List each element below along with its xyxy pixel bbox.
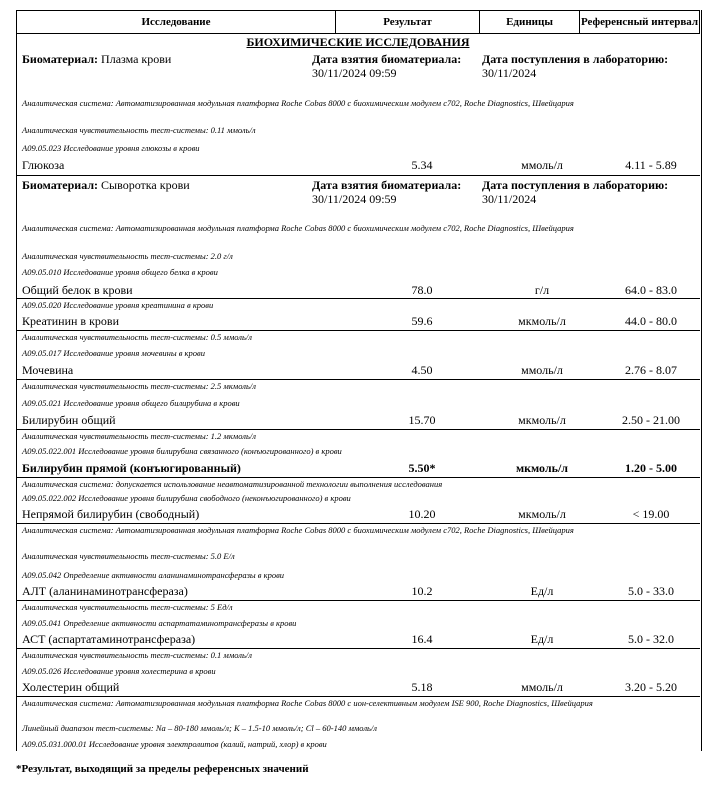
received-label: Дата поступления в лабораторию: <box>482 178 669 192</box>
header-reference: Референсный интервал <box>580 16 699 28</box>
header-test: Исследование <box>17 11 336 33</box>
test-value: 78.0 <box>411 283 433 297</box>
result-row-indirect-bilirubin <box>16 507 700 523</box>
result-row-creatinine <box>16 314 700 330</box>
test-reference: 1.20 - 5.00 <box>625 461 677 475</box>
test-value: 16.4 <box>411 632 433 646</box>
test-name: Билирубин общий <box>22 413 116 427</box>
section-title: БИОХИМИЧЕСКИЕ ИССЛЕДОВАНИЯ <box>246 35 470 49</box>
test-reference: 44.0 - 80.0 <box>625 314 677 328</box>
test-reference: 2.50 - 21.00 <box>622 413 680 427</box>
biomaterial-value: Сыворотка крови <box>101 178 190 192</box>
test-unit: ммоль/л <box>521 680 563 694</box>
test-unit: Ед/л <box>530 632 554 646</box>
analytic-note: Аналитическая система: Автоматизированная модульная платформа Roche Cobas 8000 с ион-селективным модулем ISE 900, Roche Diagnostics, Швейцария <box>22 698 593 708</box>
footnote: *Результат, выходящий за пределы референсных значений <box>16 763 309 775</box>
analytic-note: A09.05.022.002 Исследование уровня билирубина свободного (неконъюгированного) в крови <box>22 493 351 503</box>
test-name: Билирубин прямой (конъюгированный) <box>22 461 241 475</box>
test-name: Холестерин общий <box>22 680 120 694</box>
analytic-note: A09.05.020 Исследование уровня креатинина в крови <box>22 300 214 310</box>
collected-date: 30/11/2024 09:59 <box>312 192 397 206</box>
test-value: 15.70 <box>408 413 436 427</box>
analytic-note: Аналитическая чувствительность тест-системы: 5.0 Е/л <box>22 551 235 561</box>
test-value: 5.18 <box>411 680 433 694</box>
test-value: 10.20 <box>408 507 436 521</box>
test-unit: мкмоль/л <box>518 413 566 427</box>
result-row-alt <box>16 584 700 600</box>
test-value: 59.6 <box>411 314 433 328</box>
test-name: Общий белок в крови <box>22 283 133 297</box>
test-unit: мкмоль/л <box>518 314 566 328</box>
result-row-direct-bilirubin <box>16 461 700 477</box>
test-reference: 5.0 - 32.0 <box>628 632 674 646</box>
analytic-note: A09.05.026 Исследование уровня холестерина в крови <box>22 666 216 676</box>
test-reference: 64.0 - 83.0 <box>625 283 677 297</box>
header-result: Результат <box>336 11 480 33</box>
test-value: 5.50* <box>408 461 436 475</box>
biomaterial-block-serum <box>22 178 698 208</box>
result-row-urea <box>16 363 700 379</box>
analytic-note: Аналитическая система: Автоматизированная модульная платформа Roche Cobas 8000 с биохимическим модулем с702, Roche Diagnostics, Швейцария <box>22 98 574 108</box>
test-name: Креатинин в крови <box>22 314 120 328</box>
result-row-cholesterol <box>16 680 700 696</box>
analytic-note: Аналитическая система: Автоматизированная модульная платформа Roche Cobas 8000 с биохимическим модулем с702, Roche Diagnostics, Швейцария <box>22 223 574 233</box>
biomaterial-label: Биоматериал: <box>22 52 99 66</box>
result-row-glucose <box>16 158 700 174</box>
biomaterial-value: Плазма крови <box>101 52 172 66</box>
received-label: Дата поступления в лабораторию: <box>482 52 669 66</box>
result-row-ast <box>16 632 700 648</box>
test-name: Глюкоза <box>22 158 65 172</box>
test-value: 4.50 <box>411 363 433 377</box>
test-reference: 3.20 - 5.20 <box>625 680 677 694</box>
received-date: 30/11/2024 <box>482 192 537 206</box>
test-reference: 4.11 - 5.89 <box>625 158 677 172</box>
test-name: АСТ (аспартатаминотрансфераза) <box>22 632 196 646</box>
analytic-note: Линейный диапазон тест-системы: Na – 80-180 ммоль/л; K – 1.5-10 ммоль/л; Cl – 60-140 ммоль/л <box>22 723 377 733</box>
header-units: Единицы <box>480 11 580 33</box>
test-reference: < 19.00 <box>632 507 670 521</box>
test-name: Непрямой билирубин (свободный) <box>22 507 200 521</box>
analytic-note: Аналитическая чувствительность тест-системы: 2.0 г/л <box>22 251 233 261</box>
test-unit: Ед/л <box>530 584 554 598</box>
analytic-note: A09.05.022.001 Исследование уровня билирубина связанного (конъюгированного) в крови <box>22 446 342 456</box>
test-reference: 5.0 - 33.0 <box>628 584 674 598</box>
analytic-note: A09.05.017 Исследование уровня мочевины в крови <box>22 348 205 358</box>
analytic-note: Аналитическая чувствительность тест-системы: 2.5 мкмоль/л <box>22 381 256 391</box>
test-unit: мкмоль/л <box>518 507 566 521</box>
analytic-note: A09.05.041 Определение активности аспартатаминотрансферазы в крови <box>22 618 297 628</box>
test-name: Мочевина <box>22 363 74 377</box>
test-unit: мкмоль/л <box>515 461 569 475</box>
result-row-total-protein <box>16 283 700 299</box>
collected-label: Дата взятия биоматериала: <box>312 52 462 66</box>
table-header <box>16 10 700 34</box>
analytic-note: Аналитическая чувствительность тест-системы: 0.11 ммоль/л <box>22 125 256 135</box>
biomaterial-block-plasma <box>22 52 698 82</box>
analytic-note: A09.05.042 Определение активности аланинаминотрансферазы в крови <box>22 570 285 580</box>
received-date: 30/11/2024 <box>482 66 537 80</box>
test-value: 10.2 <box>411 584 433 598</box>
collected-label: Дата взятия биоматериала: <box>312 178 462 192</box>
analytic-note: A09.05.021 Исследование уровня общего билирубина в крови <box>22 398 240 408</box>
test-reference: 2.76 - 8.07 <box>625 363 677 377</box>
analytic-note: A09.05.031.000.01 Исследование уровня электролитов (калий, натрий, хлор) в крови <box>22 739 327 749</box>
analytic-note: Аналитическая система: Автоматизированная модульная платформа Roche Cobas 8000 с биохимическим модулем с702, Roche Diagnostics, Швейцария <box>22 525 574 535</box>
analytic-note: Аналитическая чувствительность тест-системы: 5 Ед/л <box>22 602 233 612</box>
analytic-note: Аналитическая чувствительность тест-системы: 0.1 ммоль/л <box>22 650 252 660</box>
analytic-note: Аналитическая чувствительность тест-системы: 1.2 мкмоль/л <box>22 431 256 441</box>
analytic-note: A09.05.023 Исследование уровня глюкозы в крови <box>22 143 200 153</box>
result-row-total-bilirubin <box>16 413 700 429</box>
row-separator <box>16 175 700 176</box>
test-value: 5.34 <box>411 158 433 172</box>
test-unit: г/л <box>534 283 550 297</box>
analytic-note: Аналитическая чувствительность тест-системы: 0.5 ммоль/л <box>22 332 252 342</box>
test-name: АЛТ (аланинаминотрансфераза) <box>22 584 188 598</box>
collected-date: 30/11/2024 09:59 <box>312 66 397 80</box>
biomaterial-label: Биоматериал: <box>22 178 99 192</box>
test-unit: ммоль/л <box>521 363 563 377</box>
analytic-note: A09.05.010 Исследование уровня общего белка в крови <box>22 267 218 277</box>
test-unit: ммоль/л <box>521 158 563 172</box>
analytic-note: Аналитическая система: допускается использование неавтоматизированной технологии выполнения исследования <box>22 479 443 489</box>
